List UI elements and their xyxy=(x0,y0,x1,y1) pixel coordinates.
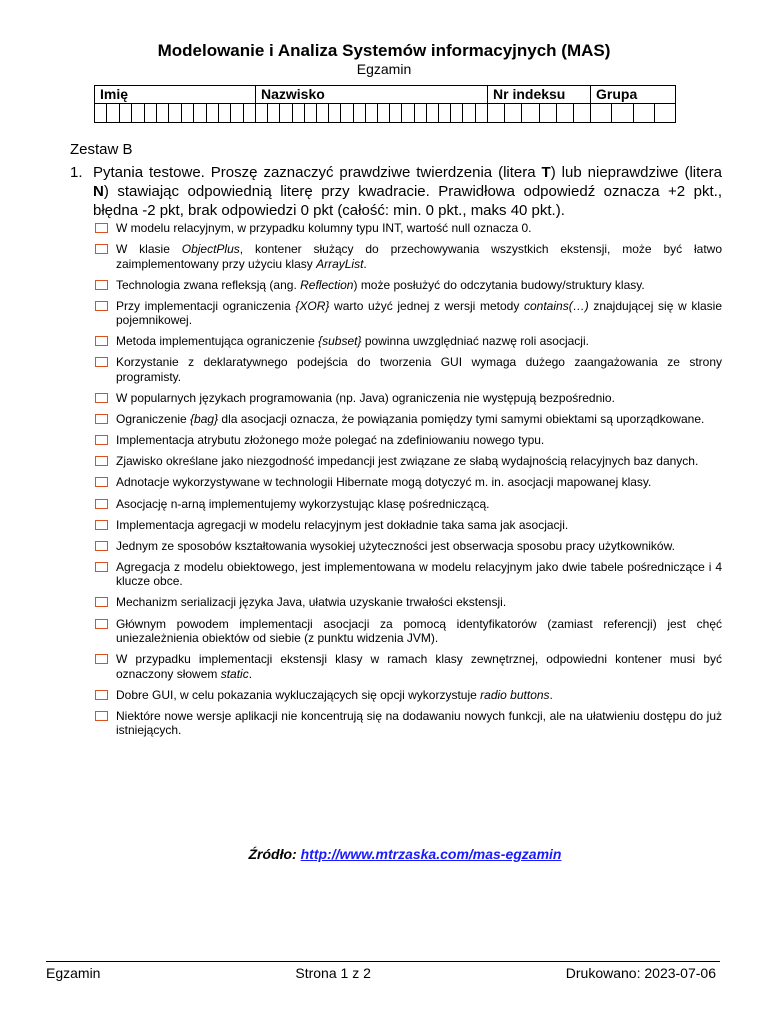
answer-checkbox[interactable] xyxy=(95,223,108,233)
answer-checkbox[interactable] xyxy=(95,619,108,629)
first-name-cells[interactable] xyxy=(95,104,255,122)
id-cell[interactable] xyxy=(267,104,279,122)
id-cell[interactable] xyxy=(106,104,118,122)
answer-checkbox[interactable] xyxy=(95,711,108,721)
answer-checkbox[interactable] xyxy=(95,690,108,700)
question-item xyxy=(93,391,722,406)
question-text: Zjawisko określane jako niezgodność impedancji jest związane ze słabą wydajnością relacyjnych baz danych. xyxy=(116,454,699,469)
question-text: Niektóre nowe wersje aplikacji nie koncentrują się na dodawaniu nowych funkcji, ale na ułatwieniu dostępu do już istniejących. xyxy=(116,708,722,738)
question-item xyxy=(93,595,722,610)
question-text: W przypadku implementacji ekstensji klasy w ramach klasy zewnętrznej, odpowiedni kontener musi być oznaczony słowem static. xyxy=(116,652,722,681)
group-cells[interactable] xyxy=(591,104,675,122)
answer-checkbox[interactable] xyxy=(95,597,108,607)
question-item xyxy=(93,299,722,328)
question-item xyxy=(93,278,722,293)
question-text: Mechanizm serializacji języka Java, ułatwia uzyskanie trwałości ekstensji. xyxy=(116,595,507,610)
id-cell[interactable] xyxy=(556,104,573,122)
question-text: W modelu relacyjnym, w przypadku kolumny typu INT, wartość null oznacza 0. xyxy=(116,221,532,235)
question-text: W popularnych językach programowania (np. Java) ograniczenia nie występują bezpośrednio. xyxy=(116,391,615,406)
source-line xyxy=(0,846,768,862)
question-item xyxy=(93,560,722,589)
id-cell[interactable] xyxy=(95,104,106,122)
document-title: Modelowanie i Analiza Systemów informacyjnych (MAS) xyxy=(157,41,611,60)
footer-print-date: Drukowano: 2023-07-06 xyxy=(565,965,716,981)
id-cell[interactable] xyxy=(292,104,304,122)
id-cell[interactable] xyxy=(316,104,328,122)
answer-checkbox[interactable] xyxy=(95,435,108,445)
source-label: Źródło: xyxy=(248,846,297,862)
id-cell[interactable] xyxy=(633,104,654,122)
question-text: Głównym powodem implementacji asocjacji za pomocą identyfikatorów (zamiast referencji) jest chęć uniezależnienia obiektów od siebie (z punktu widzenia JVM). xyxy=(116,616,722,645)
section-instructions: Pytania testowe. Proszę zaznaczyć prawdziwe twierdzenia (litera T) lub nieprawdziwe (litera N) stawiając odpowiednią literę przy kwadracie. Prawidłowa odpowiedź oznacza +2 pkt., błędna -2 pkt, brak odpowiedzi 0 pkt (całość: min. 0 pkt., maks 40 pkt.). xyxy=(93,164,722,219)
id-cell[interactable] xyxy=(353,104,365,122)
footer-page-number: Strona 1 z 2 xyxy=(295,965,371,981)
id-cell[interactable] xyxy=(230,104,242,122)
answer-checkbox[interactable] xyxy=(95,414,108,424)
answer-checkbox[interactable] xyxy=(95,336,108,346)
id-cell[interactable] xyxy=(401,104,413,122)
question-text: Agregacja z modelu obiektowego, jest implementowana w modelu relacyjnym jako dwie tabele pośredniczące i 4 klucze obce. xyxy=(116,559,722,589)
id-cell[interactable] xyxy=(365,104,377,122)
id-cell[interactable] xyxy=(389,104,401,122)
id-cell[interactable] xyxy=(144,104,156,122)
id-cell[interactable] xyxy=(279,104,291,122)
id-cell[interactable] xyxy=(438,104,450,122)
question-item xyxy=(93,539,722,554)
question-item xyxy=(93,242,722,271)
question-item xyxy=(93,221,722,236)
footer-divider xyxy=(46,961,720,962)
answer-checkbox[interactable] xyxy=(95,280,108,290)
question-item xyxy=(93,334,722,349)
id-cell[interactable] xyxy=(328,104,340,122)
id-table-input-row xyxy=(95,104,676,123)
answer-checkbox[interactable] xyxy=(95,393,108,403)
document-subtitle: Egzamin xyxy=(356,61,412,77)
id-table-header-row xyxy=(95,86,676,104)
id-cell[interactable] xyxy=(426,104,438,122)
question-item xyxy=(93,617,722,646)
group-header: Grupa xyxy=(591,86,676,104)
question-item xyxy=(93,433,722,448)
id-cell[interactable] xyxy=(340,104,352,122)
id-cell[interactable] xyxy=(206,104,218,122)
answer-checkbox[interactable] xyxy=(95,562,108,572)
question-item xyxy=(93,518,722,533)
question-text: Implementacja atrybutu złożonego może polegać na zdefiniowaniu nowego typu. xyxy=(116,433,545,448)
id-cell[interactable] xyxy=(119,104,131,122)
answer-checkbox[interactable] xyxy=(95,301,108,311)
question-text: Implementacja agregacji w modelu relacyjnym jest dokładnie taka sama jak asocjacji. xyxy=(116,517,569,532)
id-cell[interactable] xyxy=(256,104,267,122)
id-cell[interactable] xyxy=(193,104,205,122)
id-cell[interactable] xyxy=(181,104,193,122)
question-text: Przy implementacji ograniczenia {XOR} warto użyć jednej z wersji metody contains(…) znajdującej się w klasie pojemnikowej. xyxy=(116,298,723,328)
answer-checkbox[interactable] xyxy=(95,520,108,530)
student-id-table xyxy=(94,85,676,123)
id-cell[interactable] xyxy=(131,104,143,122)
question-text: Ograniczenie {bag} dla asocjacji oznacza, że powiązania pomiędzy tymi samymi obiektami są uporządkowane. xyxy=(116,412,705,427)
id-cell[interactable] xyxy=(156,104,168,122)
question-item xyxy=(93,497,722,512)
first-name-header: Imię xyxy=(95,86,256,104)
exam-set-label: Zestaw B xyxy=(70,141,133,158)
question-text: Dobre GUI, w celu pokazania wykluczających się opcji wykorzystuje radio buttons. xyxy=(116,687,553,702)
question-text: Korzystanie z deklaratywnego podejścia do tworzenia GUI wymaga dużego zaangażowania ze strony programisty. xyxy=(116,355,722,384)
question-item xyxy=(93,475,722,490)
question-item xyxy=(93,652,722,681)
question-item xyxy=(93,355,722,384)
question-text: Asocjację n-arną implementujemy wykorzystując klasę pośredniczącą. xyxy=(116,496,490,511)
page-footer xyxy=(46,965,716,981)
id-cell[interactable] xyxy=(475,104,487,122)
answer-checkbox[interactable] xyxy=(95,357,108,367)
id-cell[interactable] xyxy=(168,104,180,122)
answer-checkbox[interactable] xyxy=(95,456,108,466)
source-link[interactable]: http://www.mtrzaska.com/mas-egzamin xyxy=(300,846,562,862)
id-cell[interactable] xyxy=(504,104,521,122)
last-name-header: Nazwisko xyxy=(256,86,488,104)
id-cell[interactable] xyxy=(414,104,426,122)
last-name-cells[interactable] xyxy=(256,104,487,122)
footer-left: Egzamin xyxy=(46,965,101,981)
id-cell[interactable] xyxy=(591,104,611,122)
answer-checkbox[interactable] xyxy=(95,541,108,551)
question-text: Adnotacje wykorzystywane w technologii Hibernate mogą dotyczyć m. in. asocjacji mapowanej klasy. xyxy=(116,475,652,490)
section-number: 1. xyxy=(70,164,83,181)
id-cell[interactable] xyxy=(488,104,504,122)
id-cell[interactable] xyxy=(654,104,675,122)
question-item xyxy=(93,709,722,738)
answer-checkbox[interactable] xyxy=(95,244,108,254)
question-text: Jednym ze sposobów kształtowania wysokiej użyteczności jest obserwacja sposobu pracy użytkowników. xyxy=(116,538,675,553)
question-list xyxy=(93,221,722,744)
id-cell[interactable] xyxy=(573,104,590,122)
id-cell[interactable] xyxy=(611,104,632,122)
index-number-header: Nr indeksu xyxy=(488,86,591,104)
id-cell[interactable] xyxy=(521,104,538,122)
question-text: W klasie ObjectPlus, kontener służący do przechowywania wszystkich ekstensji, może być łatwo zaimplementowany przy użyciu klasy ArrayList. xyxy=(116,242,722,271)
id-cell[interactable] xyxy=(462,104,474,122)
id-cell[interactable] xyxy=(304,104,316,122)
question-item xyxy=(93,688,722,703)
question-text: Metoda implementująca ograniczenie {subset} powinna uwzględniać nazwę roli asocjacji. xyxy=(116,334,589,349)
question-item xyxy=(93,412,722,427)
answer-checkbox[interactable] xyxy=(95,654,108,664)
id-cell[interactable] xyxy=(218,104,230,122)
index-number-cells[interactable] xyxy=(488,104,590,122)
answer-checkbox[interactable] xyxy=(95,477,108,487)
id-cell[interactable] xyxy=(450,104,462,122)
section-intro xyxy=(70,163,722,220)
question-item xyxy=(93,454,722,469)
id-cell[interactable] xyxy=(243,104,255,122)
id-cell[interactable] xyxy=(377,104,389,122)
answer-checkbox[interactable] xyxy=(95,499,108,509)
question-text: Technologia zwana refleksją (ang. Reflection) może posłużyć do odczytania budowy/struktury klasy. xyxy=(116,277,645,292)
id-cell[interactable] xyxy=(539,104,556,122)
